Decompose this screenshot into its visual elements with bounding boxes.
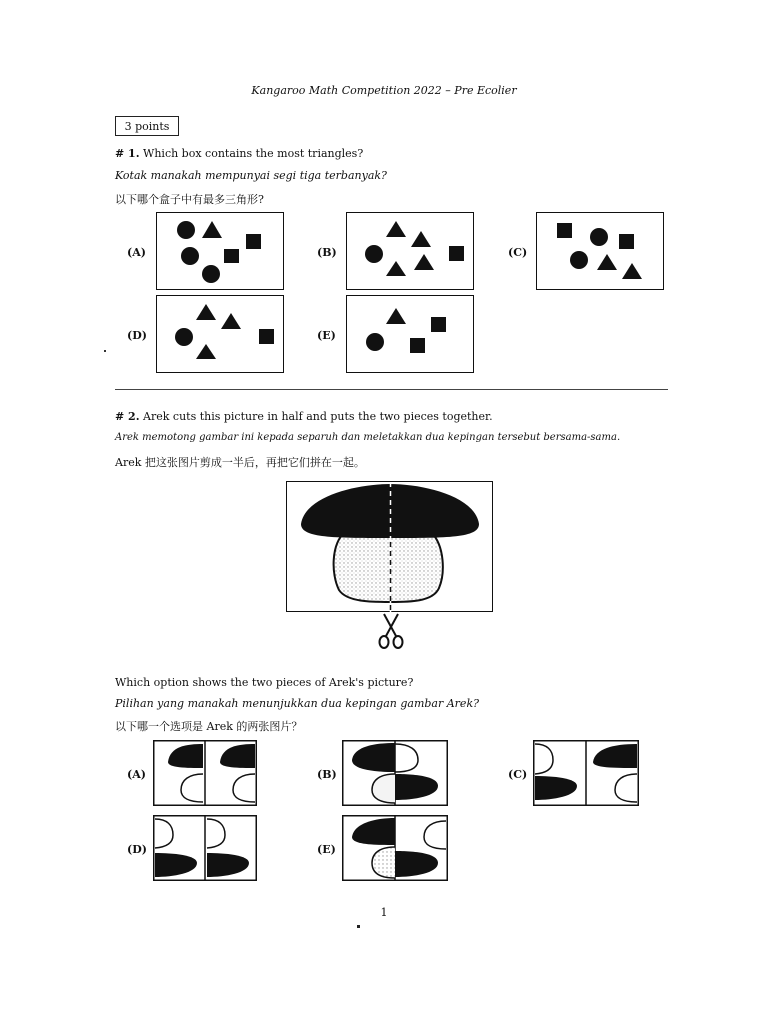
q2-option-d-label[interactable]: (D) xyxy=(127,843,147,856)
q2-question-en xyxy=(115,410,493,423)
q2-question-ms: Arek memotong gambar ini kepada separuh dan meletakkan dua kepingan tersebut bersama-sama. xyxy=(115,432,621,443)
q1-box-a-shapes xyxy=(157,213,285,291)
q2-prompt-ms: Pilihan yang manakah menunjukkan dua kepingan gambar Arek? xyxy=(115,697,480,710)
q1-question-en xyxy=(115,147,363,160)
q1-box-b[interactable] xyxy=(346,212,474,290)
q1-question-ms: Kotak manakah mempunyai segi tiga terbanyak? xyxy=(115,169,387,182)
scissors-icon xyxy=(378,612,404,650)
q1-box-d[interactable] xyxy=(156,295,284,373)
q2-option-c-picture[interactable] xyxy=(533,740,639,806)
q2-option-e-label[interactable]: (E) xyxy=(317,843,336,856)
q1-number: # 1. xyxy=(115,147,140,160)
q1-option-a-label[interactable]: (A) xyxy=(127,246,146,259)
q2-option-a-label[interactable]: (A) xyxy=(127,768,146,781)
q1-box-e-shapes xyxy=(347,296,475,374)
q2-option-c-label[interactable]: (C) xyxy=(508,768,528,781)
q2-option-b-label[interactable]: (B) xyxy=(317,768,337,781)
q2-question-zh: Arek 把这张图片剪成一半后，再把它们拼在一起。 xyxy=(115,456,365,469)
section-divider xyxy=(115,389,668,390)
q1-text-en: Which box contains the most triangles? xyxy=(143,147,364,160)
q1-box-b-shapes xyxy=(347,213,475,291)
q1-box-d-shapes xyxy=(157,296,285,374)
q2-text-en: Arek cuts this picture in half and puts the two pieces together. xyxy=(143,410,493,423)
q2-option-e-picture[interactable] xyxy=(342,815,448,881)
scan-dot-footer xyxy=(357,925,360,928)
q2-prompt-en: Which option shows the two pieces of Arek's picture? xyxy=(115,676,414,689)
q1-box-a[interactable] xyxy=(156,212,284,290)
q2-option-a-picture[interactable] xyxy=(153,740,257,806)
q1-option-c-label[interactable]: (C) xyxy=(508,246,528,259)
q2-option-d-picture[interactable] xyxy=(153,815,257,881)
q1-question-zh: 以下哪个盒子中有最多三角形? xyxy=(115,193,264,206)
q2-prompt-zh: 以下哪一个选项是 Arek 的两张图片？ xyxy=(115,720,303,733)
q1-option-b-label[interactable]: (B) xyxy=(317,246,337,259)
scan-dot xyxy=(104,350,106,352)
mushroom-picture xyxy=(286,481,493,612)
q1-box-c[interactable] xyxy=(536,212,664,290)
page-header: Kangaroo Math Competition 2022 – Pre Ecolier xyxy=(251,84,517,97)
q2-option-b-picture[interactable] xyxy=(342,740,448,806)
q1-box-c-shapes xyxy=(537,213,665,291)
q2-number: # 2. xyxy=(115,410,140,423)
q1-option-e-label[interactable]: (E) xyxy=(317,329,336,342)
points-badge: 3 points xyxy=(115,116,179,136)
mushroom-illustration xyxy=(287,482,494,613)
q1-box-e[interactable] xyxy=(346,295,474,373)
page-number: 1 xyxy=(380,906,388,919)
q1-option-d-label[interactable]: (D) xyxy=(127,329,147,342)
